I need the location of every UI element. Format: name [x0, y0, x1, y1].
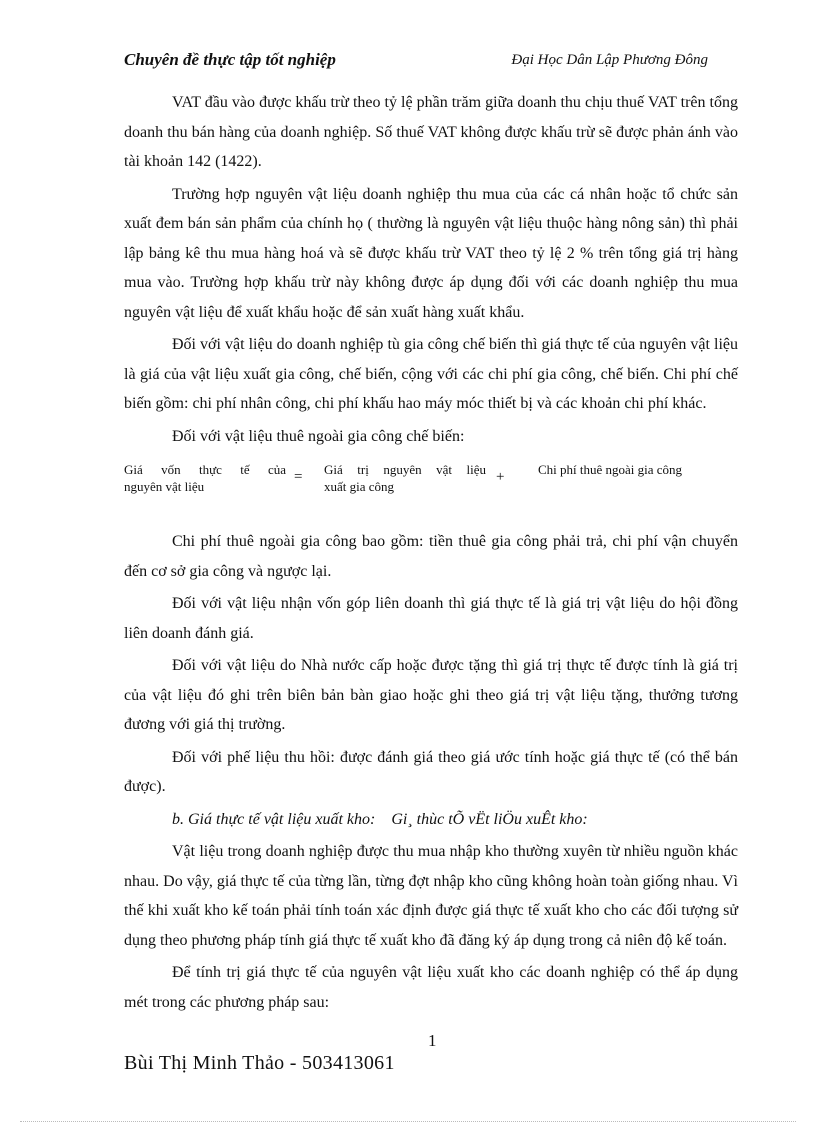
paragraph: Chi phí thuê ngoài gia công bao gồm: tiền thuê gia công phải trả, chi phí vận chuyển đến cơ sở gia công và ngược lại.	[124, 533, 738, 580]
formula-term-line: Giá vốn thực tế của	[124, 462, 286, 477]
subheading-garbled-text: Gi¸ thùc tÕ vËt liÖu xuÊt kho:	[391, 810, 588, 828]
formula-term-line: xuất gia công	[324, 479, 395, 494]
plus-sign: +	[496, 469, 505, 485]
header-institution: Đại Học Dân Lập Phương Đông	[511, 52, 708, 68]
page-footer-author: Bùi Thị Minh Thảo - 503413061	[124, 1052, 395, 1074]
formula-term-outsourcing: Chi phí thuê ngoài gia công	[538, 462, 683, 477]
paragraph: Để tính trị giá thực tế của nguyên vật liệu xuất kho các doanh nghiệp có thể áp dụng mét trong các phương pháp sau:	[124, 964, 738, 1011]
paragraph: Đối với phế liệu thu hồi: được đánh giá theo giá ước tính hoặc giá thực tế (có thể bán được).	[124, 748, 738, 795]
paragraph: VAT đầu vào được khấu trừ theo tỷ lệ phần trăm giữa doanh thu chịu thuế VAT trên tổng doanh thu bán hàng của doanh nghiệp. Số thuế VAT không được khấu trừ sẽ được phản ánh vào tài khoản 142 (1422).	[124, 94, 738, 170]
paragraph: Vật liệu trong doanh nghiệp được thu mua nhập kho thường xuyên từ nhiều nguồn khác nhau. Do vậy, giá thực tế của từng lần, từng đợt nhập kho cũng không hoàn toàn giống nhau. Vì thế khi xuất kho kế toán phải tính toán xác định được giá thực tế xuất kho cho các đối tượng sử dụng theo phương pháp tính giá thực tế xuất kho đã đăng ký áp dụng trong cả niên độ kế toán.	[124, 843, 738, 949]
paragraph: Đối với vật liệu do Nhà nước cấp hoặc được tặng thì giá trị thực tế được tính là giá trị của vật liệu đó ghi trên biên bản bàn giao hoặc ghi theo giá trị vật liệu tặng, thưởng tương đương với giá thị trường.	[124, 657, 738, 733]
page-number: 1	[428, 1031, 437, 1050]
section-subheading	[124, 805, 738, 835]
paragraph: Đối với vật liệu nhận vốn góp liên doanh thì giá thực tế là giá trị vật liệu do hội đồng liên doanh đánh giá.	[124, 595, 738, 642]
formula-term-material	[324, 461, 486, 495]
paragraph: Đối với vật liệu thuê ngoài gia công chế biến:	[172, 427, 465, 445]
formula-term-line: Giá trị nguyên vật liệu	[324, 462, 486, 477]
formula-term-cost	[124, 461, 286, 495]
paragraph: Đối với vật liệu do doanh nghiệp tù gia công chế biến thì giá thực tế của nguyên vật liệu là giá của vật liệu xuất gia công, chế biến, cộng với các chi phí gia công, chế biến. Chi phí chế biến gồm: chi phí nhân công, chi phí khấu hao máy móc thiết bị và các khoản chi phí khác.	[124, 336, 738, 412]
subheading-label: b. Giá thực tế vật liệu xuất kho:	[172, 810, 376, 828]
header-title: Chuyên đề thực tập tốt nghiệp	[124, 50, 336, 69]
cost-formula	[124, 461, 738, 505]
formula-term-line: nguyên vật liệu	[124, 479, 205, 494]
paragraph: Trường hợp nguyên vật liệu doanh nghiệp thu mua của các cá nhân hoặc tổ chức sản xuất đem bán sản phẩm của chính họ ( thường là nguyên vật liệu thuộc hàng nông sản) thì phải lập bảng kê thu mua hàng hoá và sẽ được khấu trừ VAT theo tỷ lệ 2 % trên tổng giá trị hàng mua vào. Trường hợp khấu trừ này không được áp dụng đối với các doanh nghiệp thu mua nguyên vật liệu để xuất khẩu hoặc để sản xuất hàng xuất khẩu.	[124, 185, 738, 321]
document-body	[124, 88, 738, 1020]
equals-sign: =	[294, 469, 303, 485]
page-header	[124, 50, 714, 74]
